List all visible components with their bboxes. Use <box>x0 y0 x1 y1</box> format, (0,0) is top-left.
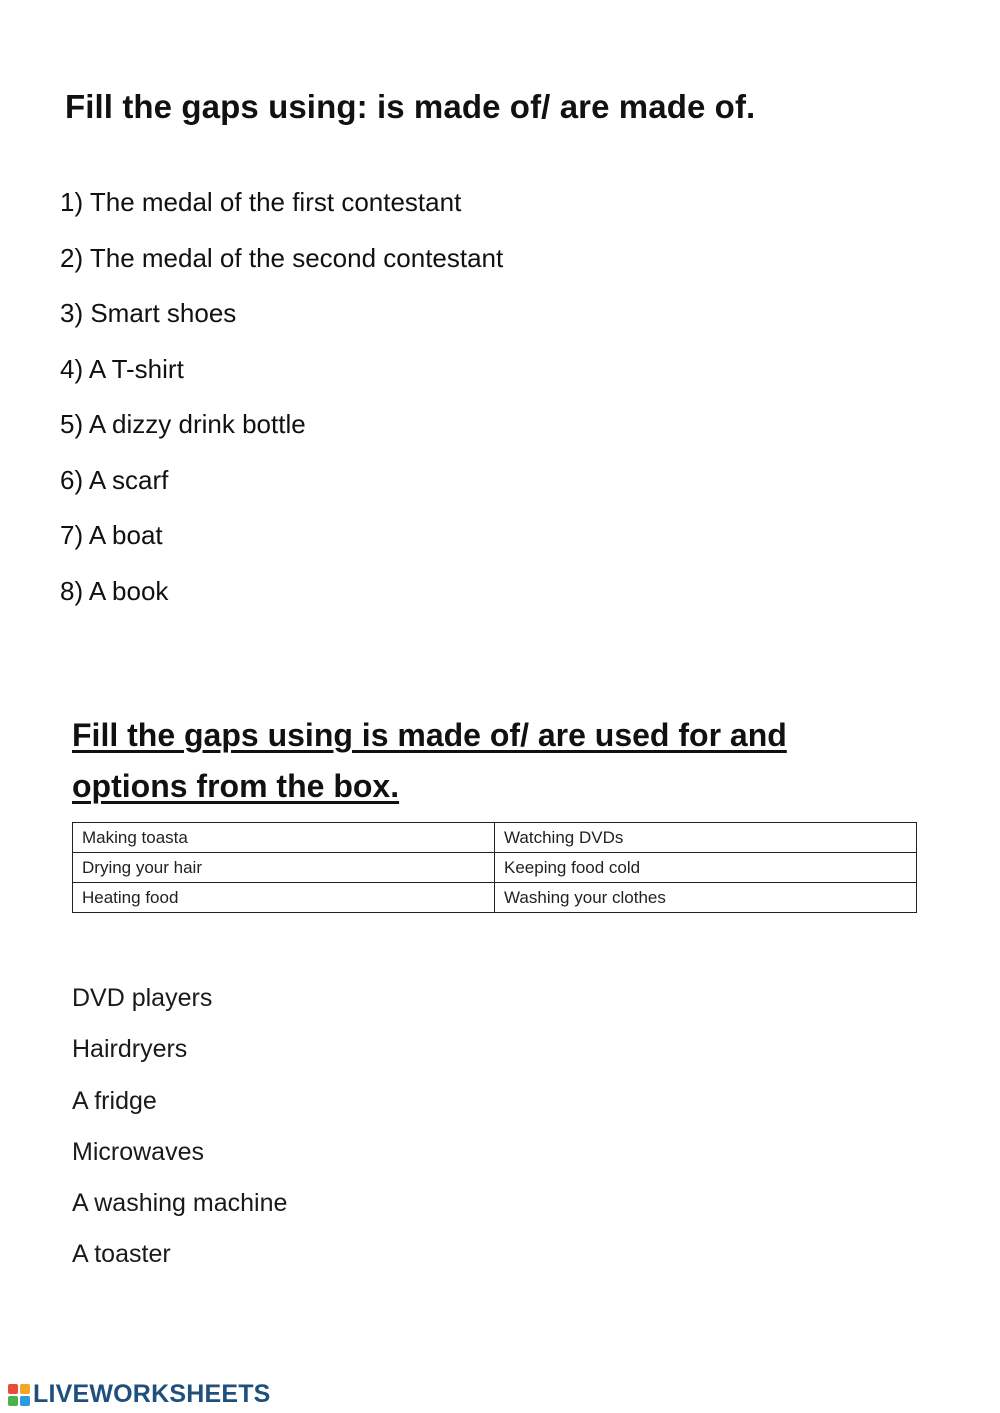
list-item: 2) The medal of the second contestant <box>60 242 504 273</box>
exercise2-title-line1: Fill the gaps using is made of/ are used for and <box>72 717 787 753</box>
logo-square <box>20 1396 30 1406</box>
table-row <box>73 853 917 883</box>
table-cell: Keeping food cold <box>495 853 917 883</box>
list-item: 6) A scarf <box>60 464 169 495</box>
list-item: 3) Smart shoes <box>60 298 237 328</box>
table-cell: Watching DVDs <box>495 823 917 853</box>
brand-name: LIVEWORKSHEETS <box>33 1380 271 1408</box>
table-cell: Making toasta <box>73 823 495 853</box>
options-box <box>72 822 917 913</box>
list-item: DVD players <box>72 984 213 1012</box>
list-item: A toaster <box>72 1240 171 1269</box>
list-item: Hairdryers <box>72 1035 188 1064</box>
table-cell: Drying your hair <box>73 853 495 883</box>
exercise1-title: Fill the gaps using: is made of/ are made of. <box>65 88 756 125</box>
list-item: 4) A T-shirt <box>60 353 184 384</box>
table-cell: Heating food <box>73 883 495 913</box>
list-item: 1) The medal of the first contestant <box>60 187 462 217</box>
list-item: 8) A book <box>60 575 169 606</box>
list-item: A washing machine <box>72 1189 288 1218</box>
list-item: A fridge <box>72 1086 157 1115</box>
exercise2-list <box>72 980 287 1288</box>
logo-square <box>8 1396 18 1406</box>
exercise2-title-line2: options from the box. <box>72 768 400 804</box>
logo-square <box>8 1384 18 1394</box>
logo-square <box>20 1384 30 1394</box>
list-item: 5) A dizzy drink bottle <box>60 409 306 439</box>
table-row <box>73 883 917 913</box>
list-item: 7) A boat <box>60 520 163 550</box>
table-row <box>73 823 917 853</box>
exercise2-title <box>72 710 872 812</box>
table-cell: Washing your clothes <box>495 883 917 913</box>
list-item: Microwaves <box>72 1137 204 1166</box>
exercise1-list <box>60 183 503 627</box>
liveworksheets-brand[interactable] <box>8 1380 271 1409</box>
liveworksheets-logo-icon <box>8 1384 30 1406</box>
